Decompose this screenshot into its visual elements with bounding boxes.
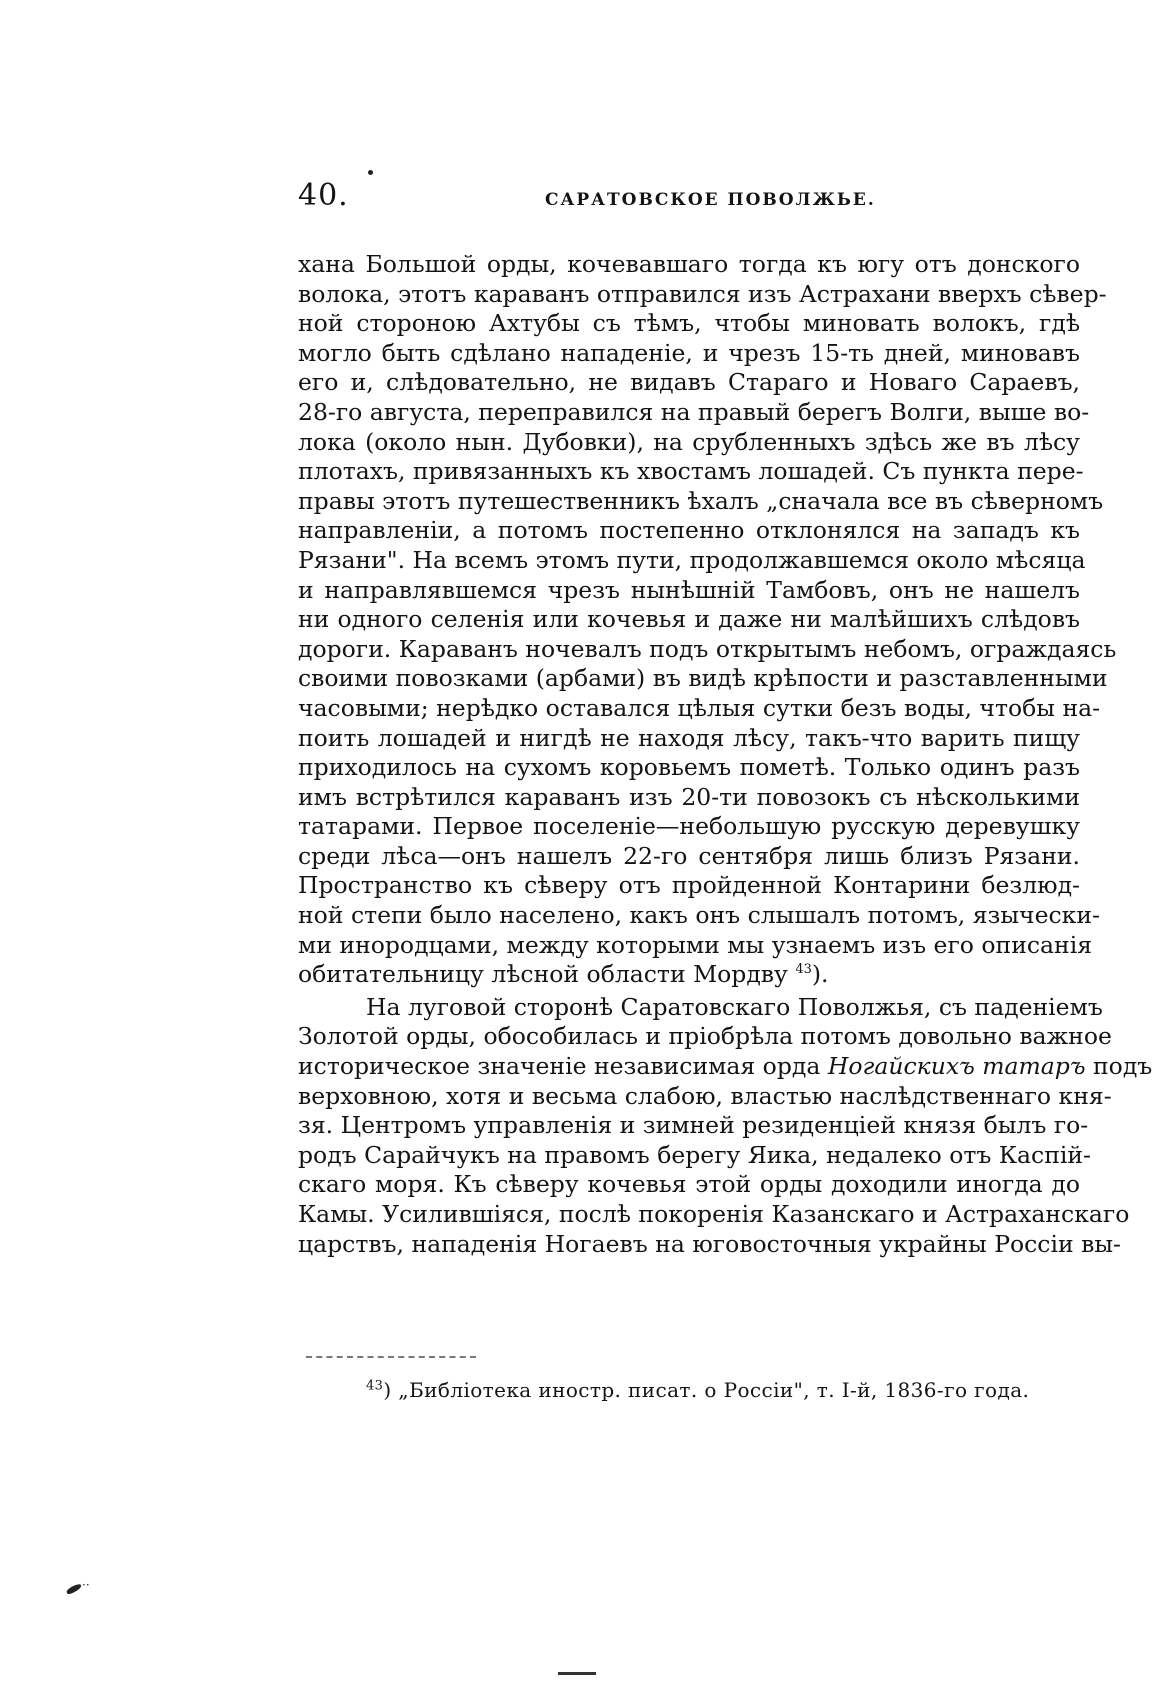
text-line: могло быть сдѣлано нападеніе, и чрезъ 15-ть дней, миновавъ xyxy=(298,338,1080,367)
text-line: поить лошадей и нигдѣ не находя лѣсу, такъ-что варить пищу xyxy=(298,723,1080,752)
footnote-text: ) „Библіотека иностр. писат. о Россіи", т. I-й, 1836-го года. xyxy=(383,1378,1030,1402)
text-line: Рязани". На всемъ этомъ пути, продолжавшемся около мѣсяца xyxy=(298,545,1086,574)
bottom-mark xyxy=(558,1672,596,1675)
text-line: и направлявшемся чрезъ нынѣшній Тамбовъ, онъ не нашелъ xyxy=(298,575,1080,604)
text-line: царствъ, нападенія Ногаевъ на юговосточныя украйны Россіи вы- xyxy=(298,1229,1121,1258)
footnote xyxy=(366,1378,1029,1402)
last-line-text: обитательницу лѣсной области Мордву xyxy=(298,960,788,989)
text-line: часовыми; нерѣдко оставался цѣлыя сутки безъ воды, чтобы на- xyxy=(298,693,1101,722)
text-line: зя. Центромъ управленія и зимней резиденціей князя былъ го- xyxy=(298,1111,1089,1140)
footnote-reference: 43 xyxy=(795,962,812,978)
text-line: правы этотъ путешественникъ ѣхалъ „сначала все въ сѣверномъ xyxy=(298,486,1104,515)
last-line-end: ). xyxy=(811,960,829,989)
text-line: плотахъ, привязанныхъ къ хвостамъ лошадей. Съ пункта пере- xyxy=(298,457,1084,486)
text-line: Золотой орды, обособилась и пріобрѣла потомъ довольно важное xyxy=(298,1022,1112,1051)
page-header xyxy=(298,178,1080,218)
text-line: волока, этотъ караванъ отправился изъ Астрахани вверхъ сѣвер- xyxy=(298,279,1107,308)
ink-dot xyxy=(368,170,373,175)
text-line-with-italic xyxy=(298,1052,1152,1082)
cut-off-line xyxy=(306,1356,476,1364)
running-title: САРАТОВСКОЕ ПОВОЛЖЬЕ. xyxy=(545,190,876,210)
footnote-number: 43 xyxy=(366,1378,384,1394)
ink-smudge xyxy=(65,1583,82,1595)
text-line: родъ Сарайчукъ на правомъ берегу Яика, недалеко отъ Каспій- xyxy=(298,1140,1091,1169)
text-line: ни одного селенія или кочевья и даже ни малѣйшихъ слѣдовъ xyxy=(298,605,1080,634)
text-line: приходилось на сухомъ коровьемъ пометѣ. Только одинъ разъ xyxy=(298,753,1080,782)
text-segment: подъ xyxy=(1093,1052,1152,1081)
text-line-last xyxy=(298,960,1080,990)
text-line: его и, слѣдовательно, не видавъ Стараго и Новаго Сараевъ, xyxy=(298,368,1080,397)
text-line: среди лѣса—онъ нашелъ 22-го сентября лишь близъ Рязани. xyxy=(298,841,1080,870)
page-number: 40. xyxy=(298,178,349,213)
text-line: ми инородцами, между которыми мы узнаемъ изъ его описанія xyxy=(298,930,1093,959)
body-text xyxy=(298,250,1152,1259)
text-line: ной стороною Ахтубы съ тѣмъ, чтобы миновать волокъ, гдѣ xyxy=(298,309,1080,338)
text-segment: историческое значеніе независимая орда xyxy=(298,1052,821,1081)
text-line: имъ встрѣтился караванъ изъ 20-ти повозокъ съ нѣсколькими xyxy=(298,782,1080,811)
text-line: верховною, хотя и весьма слабою, властью наслѣдственнаго кня- xyxy=(298,1081,1112,1110)
text-line: На луговой сторонѣ Саратовскаго Поволжья, съ паденіемъ xyxy=(366,992,1103,1021)
italic-term: Ногайскихъ татаръ xyxy=(827,1052,1086,1081)
text-line: хана Большой орды, кочевавшаго тогда къ югу отъ донского xyxy=(298,250,1080,278)
text-line: татарами. Первое поселеніе—небольшую русскую деревушку xyxy=(298,812,1080,841)
text-line: направленіи, а потомъ постепенно отклонялся на западъ къ xyxy=(298,516,1080,545)
text-line: дороги. Караванъ ночевалъ подъ открытымъ небомъ, ограждаясь xyxy=(298,634,1117,663)
text-line: Пространство къ сѣверу отъ пройденной Контарини безлюд- xyxy=(298,871,1080,900)
paragraph-2 xyxy=(298,992,1152,1259)
text-line: своими повозками (арбами) въ видѣ крѣпости и разставленными xyxy=(298,664,1108,693)
text-line: ной степи было населено, какъ онъ слышалъ потомъ, язычески- xyxy=(298,901,1100,930)
text-line: 28-го августа, переправился на правый берегъ Волги, выше во- xyxy=(298,397,1090,426)
text-line: скаго моря. Къ сѣверу кочевья этой орды доходили иногда до xyxy=(298,1170,1080,1199)
text-line: лока (около нын. Дубовки), на срубленныхъ здѣсь же въ лѣсу xyxy=(298,427,1080,456)
paragraph-1 xyxy=(298,250,1117,990)
ink-specks: ·· xyxy=(82,1578,90,1592)
text-line: Камы. Усилившіяся, послѣ покоренія Казанскаго и Астраханскаго xyxy=(298,1200,1130,1228)
